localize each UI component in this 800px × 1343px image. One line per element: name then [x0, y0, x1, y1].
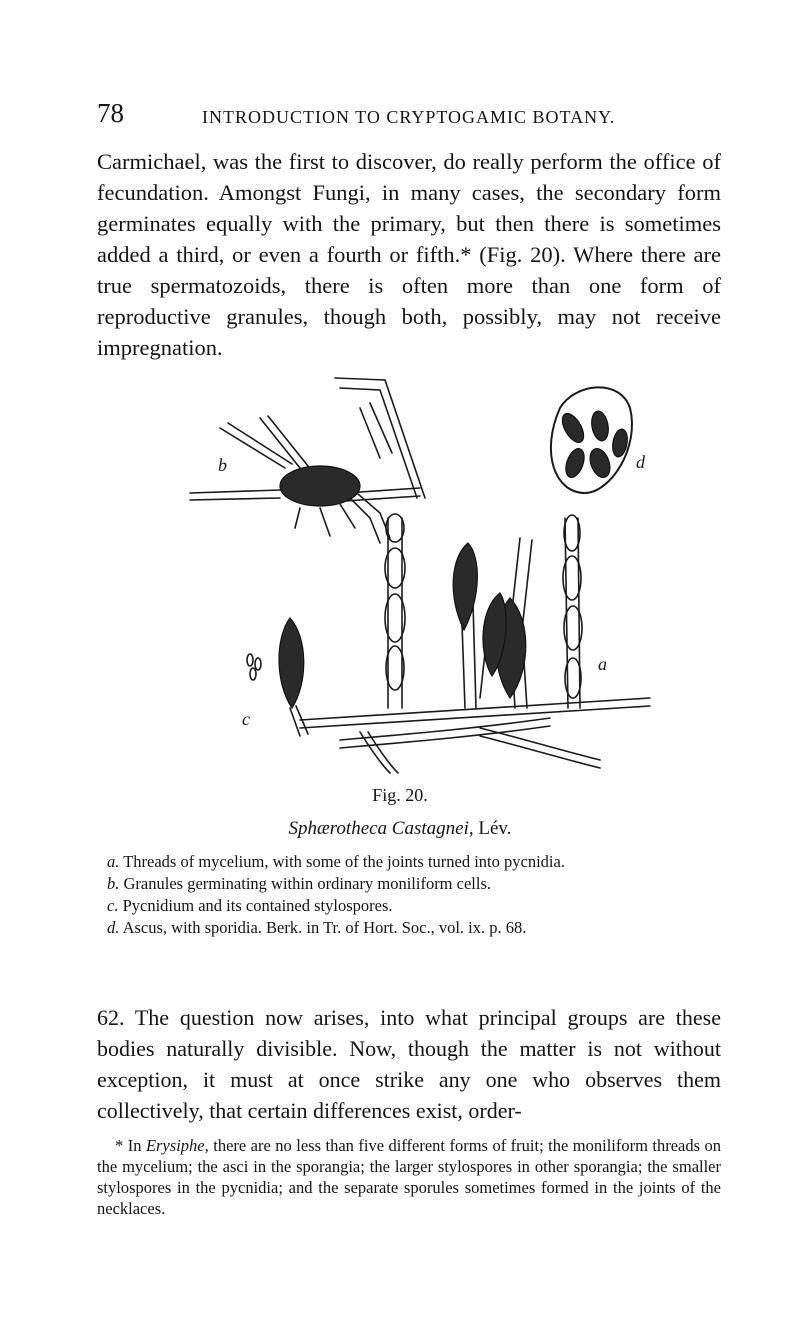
legend-item	[100, 895, 722, 917]
body-paragraph: Carmichael, was the first to discover, do really perform the office of fecundation. Amongst Fungi, in many cases, the secondary form germinates equally with the primary, but then there is sometimes added a third, or even a fourth or fifth.* (Fig. 20). Where there are true spermatozoids, there is often more than one form of reproductive granules, though both, possibly, may not receive impregnation.	[97, 149, 721, 360]
legend-item	[100, 873, 722, 895]
figure-label-c: c	[242, 709, 250, 729]
legend-text: Granules germinating within ordinary moniliform cells.	[123, 874, 492, 893]
legend-key: c.	[107, 896, 119, 915]
figure-species	[0, 818, 800, 840]
footnote-genus: Erysiphe,	[145, 1136, 209, 1155]
footnote-text: there are no less than five different forms of fruit; the moniliform threads on the mycelium; the asci in the sporangia; the larger stylospores in other sporangia; the smaller stylospores in the pycnidia; and the separate sporules sometimes formed in the joints of the necklaces.	[97, 1136, 722, 1218]
running-title: INTRODUCTION TO CRYPTOGAMIC BOTANY.	[202, 107, 616, 127]
figure-label-a: a	[598, 654, 607, 674]
figure-label-d: d	[636, 452, 645, 472]
legend-text: Threads of mycelium, with some of the joints turned into pycnidia.	[123, 852, 565, 871]
page-number: 78	[97, 98, 124, 128]
footnote	[97, 1135, 721, 1219]
fungus-engraving	[180, 368, 660, 778]
footnote-in: In	[127, 1136, 142, 1155]
paragraph-number: 62.	[97, 1005, 125, 1030]
figure-caption: Fig. 20.	[372, 785, 428, 805]
figure-label-b: b	[218, 455, 227, 475]
footnote-marker: *	[115, 1136, 124, 1155]
legend-key: d.	[107, 918, 120, 937]
legend-item	[100, 851, 722, 873]
legend-item	[100, 917, 722, 939]
legend-text: Pycnidium and its contained stylospores.	[122, 896, 393, 915]
species-name: Sphærotheca Castagnei,	[288, 818, 474, 839]
body-paragraph-62	[97, 1002, 721, 1126]
legend-text: Ascus, with sporidia. Berk. in Tr. of Hort. Soc., vol. ix. p. 68.	[122, 918, 527, 937]
legend-key: a.	[107, 852, 120, 871]
page-header	[97, 98, 737, 138]
legend-key: b.	[107, 874, 120, 893]
figure-legend	[100, 851, 722, 939]
species-authority: Lév.	[478, 818, 512, 839]
figure-illustration	[180, 368, 660, 778]
paragraph-text: The question now arises, into what principal groups are these bodies naturally divisible. Now, though the matter is not without exception, it must at once strike any one who observes them collectively, that certain differences exist, order-	[97, 1005, 721, 1123]
